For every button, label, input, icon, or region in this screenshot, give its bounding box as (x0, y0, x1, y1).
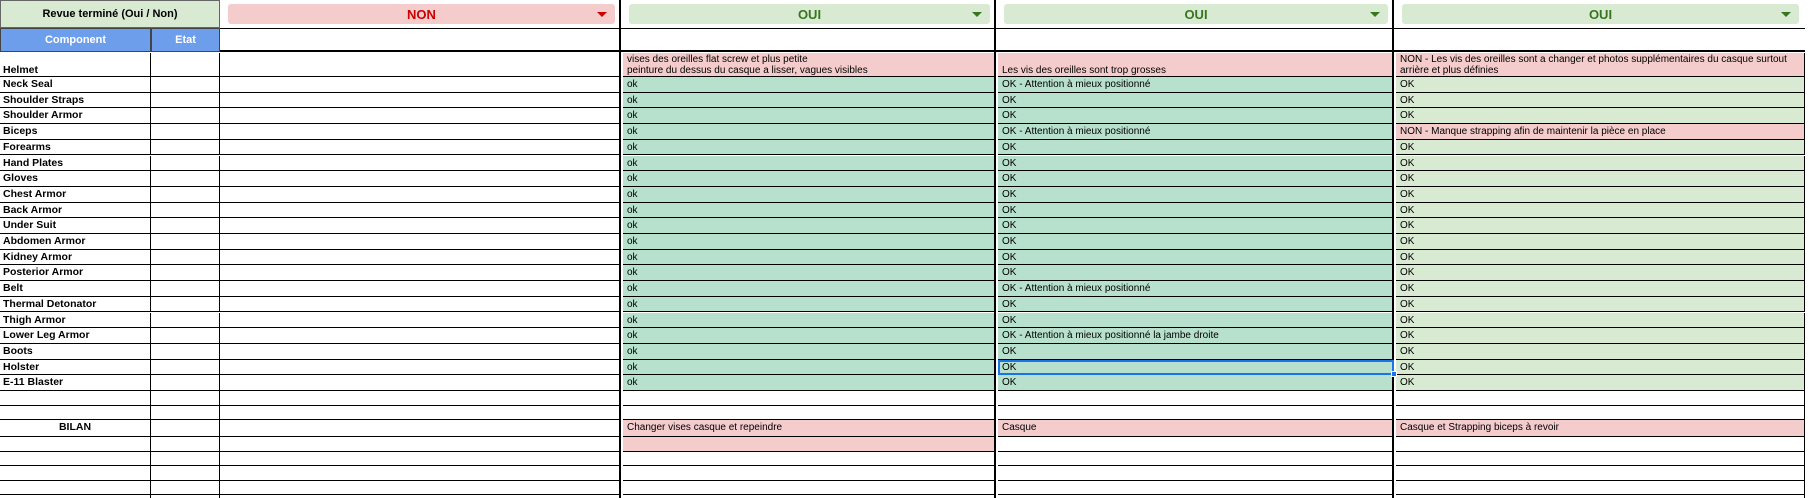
table-row (0, 313, 1811, 329)
table-row (0, 452, 1811, 467)
review-r3-cell[interactable]: OK (1396, 187, 1805, 203)
review-r1-cell[interactable] (623, 391, 996, 406)
component-name-cell[interactable]: Neck Seal (0, 77, 151, 93)
empty-review-cell[interactable] (220, 360, 621, 376)
component-name-cell[interactable]: Back Armor (0, 203, 151, 219)
review-r3-cell[interactable]: OK (1396, 328, 1805, 344)
component-name-cell[interactable]: Thermal Detonator (0, 297, 151, 313)
review-r2-cell[interactable]: OK (998, 344, 1394, 360)
review-r3-cell[interactable]: NON - Les vis des oreilles sont a changer et photos supplémentaires du casque surtout arrière et plus définies (1396, 53, 1805, 77)
component-name-cell[interactable]: Boots (0, 344, 151, 360)
review-r2-cell[interactable]: OK (998, 297, 1394, 313)
bilan-r3-cell[interactable]: Casque et Strapping biceps à revoir (1396, 420, 1805, 437)
review-r1-cell[interactable] (623, 406, 996, 421)
etat-cell[interactable] (151, 360, 220, 376)
etat-cell[interactable] (151, 328, 220, 344)
review-status-2: OUI (797, 6, 822, 22)
etat-cell[interactable] (151, 481, 220, 496)
component-name-cell[interactable]: E-11 Blaster (0, 375, 151, 391)
review-r1-cell[interactable]: ok (623, 93, 996, 109)
table-row (0, 297, 1811, 313)
component-name-cell[interactable]: Helmet (0, 53, 151, 77)
review-r2-cell[interactable]: OK (998, 171, 1394, 187)
review-r2-cell[interactable]: OK (998, 156, 1394, 172)
review-r2-cell[interactable]: OK (998, 218, 1394, 234)
review-r1-cell[interactable]: ok (623, 265, 996, 281)
etat-cell[interactable] (151, 452, 220, 467)
component-name-cell[interactable] (0, 406, 151, 421)
bilan-label[interactable]: BILAN (0, 420, 151, 437)
review-r2-cell[interactable]: OK - Attention à mieux positionné (998, 77, 1394, 93)
etat-cell[interactable] (151, 420, 220, 437)
review-r2-cell[interactable]: OK (998, 360, 1394, 376)
etat-cell[interactable] (151, 171, 220, 187)
table-row (0, 93, 1811, 109)
review-r3-cell[interactable]: OK (1396, 93, 1805, 109)
bilan-r1-cell[interactable]: Changer vises casque et repeindre (623, 420, 996, 437)
table-row (0, 218, 1811, 234)
empty-review-cell[interactable] (220, 437, 621, 452)
review-r3-cell[interactable]: NON - Manque strapping afin de maintenir la pièce en place (1396, 124, 1805, 140)
review-r3-cell[interactable] (1396, 406, 1805, 421)
column-separator (1392, 0, 1394, 498)
review-r1-cell[interactable]: ok (623, 218, 996, 234)
review-r2-cell[interactable] (998, 466, 1394, 481)
table-row (0, 344, 1811, 360)
review-r3-cell[interactable]: OK (1396, 203, 1805, 219)
dropdown-arrow-icon[interactable] (1370, 12, 1380, 17)
review-r1-cell[interactable] (623, 452, 996, 467)
review-r1-cell[interactable]: ok (623, 375, 996, 391)
review-dropdown-2[interactable] (629, 4, 990, 24)
review-r1-cell[interactable]: ok (623, 281, 996, 297)
header-blank-cell[interactable] (220, 28, 621, 52)
review-r2-cell[interactable] (998, 437, 1394, 452)
review-r2-cell[interactable]: OK - Attention à mieux positionné (998, 124, 1394, 140)
review-r1-cell[interactable]: ok (623, 328, 996, 344)
review-r1-cell[interactable]: ok (623, 108, 996, 124)
empty-review-cell[interactable] (220, 265, 621, 281)
etat-cell[interactable] (151, 187, 220, 203)
empty-review-cell[interactable] (220, 77, 621, 93)
review-r2-cell[interactable] (998, 406, 1394, 421)
etat-cell[interactable] (151, 203, 220, 219)
component-name-cell[interactable] (0, 452, 151, 467)
dropdown-arrow-icon[interactable] (597, 12, 607, 17)
review-r1-cell[interactable]: ok (623, 77, 996, 93)
review-dropdown-1[interactable] (228, 4, 615, 24)
empty-review-cell[interactable] (220, 481, 621, 496)
component-name-cell[interactable]: Biceps (0, 124, 151, 140)
review-status-4: OUI (1588, 6, 1613, 22)
etat-cell[interactable] (151, 77, 220, 93)
empty-review-cell[interactable] (220, 391, 621, 406)
table-row (0, 481, 1811, 496)
component-name-cell[interactable]: Posterior Armor (0, 265, 151, 281)
column-separator (619, 0, 621, 498)
review-r1-cell[interactable]: ok (623, 156, 996, 172)
review-r3-cell[interactable]: OK (1396, 171, 1805, 187)
review-r2-cell[interactable]: OK (998, 187, 1394, 203)
component-name-cell[interactable]: Shoulder Armor (0, 108, 151, 124)
table-row (0, 156, 1811, 172)
review-r3-cell[interactable]: OK (1396, 140, 1805, 156)
component-name-cell[interactable]: Belt (0, 281, 151, 297)
review-r1-cell[interactable]: ok (623, 203, 996, 219)
review-r1-cell[interactable]: ok (623, 124, 996, 140)
empty-review-cell[interactable] (220, 420, 621, 437)
review-r3-cell[interactable] (1396, 466, 1805, 481)
header-blank-cell[interactable] (621, 28, 996, 52)
empty-review-cell[interactable] (220, 53, 621, 77)
component-name-cell[interactable]: Gloves (0, 171, 151, 187)
component-name-cell[interactable]: Hand Plates (0, 156, 151, 172)
review-r1-cell[interactable] (623, 481, 996, 496)
table-row (0, 406, 1811, 421)
review-r3-cell[interactable]: OK (1396, 265, 1805, 281)
component-name-cell[interactable]: Thigh Armor (0, 313, 151, 329)
review-r1-cell[interactable]: ok (623, 344, 996, 360)
review-r3-cell[interactable]: OK (1396, 77, 1805, 93)
empty-review-cell[interactable] (220, 452, 621, 467)
review-r3-cell[interactable]: OK (1396, 344, 1805, 360)
review-r2-cell[interactable]: OK (998, 375, 1394, 391)
empty-review-cell[interactable] (220, 281, 621, 297)
empty-review-cell[interactable] (220, 140, 621, 156)
review-r2-cell[interactable]: OK (998, 108, 1394, 124)
review-r3-cell[interactable]: OK (1396, 108, 1805, 124)
review-r3-cell[interactable]: OK (1396, 375, 1805, 391)
etat-cell[interactable] (151, 466, 220, 481)
review-r2-cell[interactable] (998, 391, 1394, 406)
table-row (0, 108, 1811, 124)
etat-cell[interactable] (151, 108, 220, 124)
table-row (0, 437, 1811, 452)
bilan-r2-cell[interactable]: Casque (998, 420, 1394, 437)
empty-review-cell[interactable] (220, 328, 621, 344)
component-name-cell[interactable] (0, 466, 151, 481)
review-r2-cell[interactable] (998, 481, 1394, 496)
review-r1-cell[interactable]: ok (623, 250, 996, 266)
table-row (0, 265, 1811, 281)
review-r2-cell[interactable]: OK (998, 250, 1394, 266)
etat-cell[interactable] (151, 375, 220, 391)
dropdown-arrow-icon[interactable] (1781, 12, 1791, 17)
etat-cell[interactable] (151, 140, 220, 156)
etat-cell[interactable] (151, 391, 220, 406)
etat-cell[interactable] (151, 297, 220, 313)
etat-cell[interactable] (151, 156, 220, 172)
etat-cell[interactable] (151, 250, 220, 266)
etat-cell[interactable] (151, 234, 220, 250)
component-name-cell[interactable] (0, 481, 151, 496)
review-r1-cell[interactable]: ok (623, 313, 996, 329)
review-r1-cell[interactable]: ok (623, 234, 996, 250)
table-row (0, 140, 1811, 156)
empty-review-cell[interactable] (220, 93, 621, 109)
component-name-cell[interactable] (0, 391, 151, 406)
column-separator (994, 0, 996, 498)
review-r3-cell[interactable] (1396, 437, 1805, 452)
review-r1-cell[interactable]: ok (623, 297, 996, 313)
review-r2-cell[interactable]: OK (998, 93, 1394, 109)
empty-review-cell[interactable] (220, 187, 621, 203)
review-r3-cell[interactable]: OK (1396, 313, 1805, 329)
etat-cell[interactable] (151, 437, 220, 452)
table-row (0, 360, 1811, 376)
component-name-cell[interactable]: Chest Armor (0, 187, 151, 203)
dropdown-arrow-icon[interactable] (972, 12, 982, 17)
table-row (0, 77, 1811, 93)
header-component[interactable]: Component (0, 28, 151, 52)
empty-review-cell[interactable] (220, 203, 621, 219)
review-r3-cell[interactable]: OK (1396, 234, 1805, 250)
review-r1-cell[interactable]: ok (623, 140, 996, 156)
component-name-cell[interactable] (0, 437, 151, 452)
empty-review-cell[interactable] (220, 124, 621, 140)
review-r2-cell[interactable]: Les vis des oreilles sont trop grosses (998, 53, 1394, 77)
bilan-r1-cell[interactable] (623, 437, 996, 452)
review-status-3: OUI (1184, 6, 1208, 22)
empty-review-cell[interactable] (220, 171, 621, 187)
review-r2-cell[interactable] (998, 452, 1394, 467)
component-name-cell[interactable]: Forearms (0, 140, 151, 156)
table-row (0, 203, 1811, 219)
table-row (0, 171, 1811, 187)
empty-review-cell[interactable] (220, 406, 621, 421)
table-row (0, 281, 1811, 297)
review-r3-cell[interactable]: OK (1396, 250, 1805, 266)
review-dropdown-3[interactable] (1004, 4, 1388, 24)
revue-termine-label[interactable]: Revue terminé (Oui / Non) (0, 0, 220, 28)
header-etat[interactable]: Etat (151, 28, 220, 52)
review-r2-cell[interactable]: OK - Attention à mieux positionné la jambe droite (998, 328, 1394, 344)
review-r3-cell[interactable] (1396, 391, 1805, 406)
table-row (0, 328, 1811, 344)
empty-review-cell[interactable] (220, 234, 621, 250)
etat-cell[interactable] (151, 281, 220, 297)
review-r3-cell[interactable]: OK (1396, 156, 1805, 172)
review-r2-cell[interactable]: OK (998, 140, 1394, 156)
component-name-cell[interactable]: Holster (0, 360, 151, 376)
review-r3-cell[interactable] (1396, 452, 1805, 467)
etat-cell[interactable] (151, 218, 220, 234)
review-dropdown-4[interactable] (1402, 4, 1799, 24)
table-row (0, 234, 1811, 250)
header-blank-cell[interactable] (1394, 28, 1805, 52)
etat-cell[interactable] (151, 344, 220, 360)
component-name-cell[interactable]: Shoulder Straps (0, 93, 151, 109)
empty-review-cell[interactable] (220, 218, 621, 234)
review-r3-cell[interactable]: OK (1396, 218, 1805, 234)
review-r2-cell[interactable]: OK - Attention à mieux positionné (998, 281, 1394, 297)
empty-review-cell[interactable] (220, 156, 621, 172)
etat-cell[interactable] (151, 406, 220, 421)
review-r1-cell[interactable]: ok (623, 360, 996, 376)
review-r2-cell[interactable]: OK (998, 203, 1394, 219)
empty-review-cell[interactable] (220, 375, 621, 391)
table-row (0, 375, 1811, 391)
component-name-cell[interactable]: Lower Leg Armor (0, 328, 151, 344)
review-r2-cell[interactable]: OK (998, 265, 1394, 281)
empty-review-cell[interactable] (220, 297, 621, 313)
table-row (0, 466, 1811, 481)
review-r2-cell[interactable]: OK (998, 234, 1394, 250)
review-r3-cell[interactable]: OK (1396, 297, 1805, 313)
review-r3-cell[interactable] (1396, 481, 1805, 496)
review-r1-cell[interactable]: vises des oreilles flat screw et plus petite peinture du dessus du casque a lisser, vagues visibles (623, 53, 996, 77)
empty-review-cell[interactable] (220, 108, 621, 124)
review-r3-cell[interactable]: OK (1396, 360, 1805, 376)
etat-cell[interactable] (151, 93, 220, 109)
table-row (0, 53, 1811, 77)
review-status-1: NON (407, 6, 436, 22)
component-name-cell[interactable]: Under Suit (0, 218, 151, 234)
table-row (0, 187, 1811, 203)
empty-review-cell[interactable] (220, 466, 621, 481)
etat-cell[interactable] (151, 265, 220, 281)
etat-cell[interactable] (151, 313, 220, 329)
component-name-cell[interactable]: Kidney Armor (0, 250, 151, 266)
empty-review-cell[interactable] (220, 313, 621, 329)
table-row (0, 391, 1811, 406)
review-r2-cell[interactable]: OK (998, 313, 1394, 329)
review-r1-cell[interactable] (623, 466, 996, 481)
table-row (0, 124, 1811, 140)
review-r3-cell[interactable]: OK (1396, 281, 1805, 297)
table-row (0, 250, 1811, 266)
selection-fill-handle[interactable] (1391, 371, 1397, 377)
bilan-row (0, 420, 1811, 437)
component-name-cell[interactable]: Abdomen Armor (0, 234, 151, 250)
etat-cell[interactable] (151, 53, 220, 77)
header-blank-cell[interactable] (996, 28, 1394, 52)
etat-cell[interactable] (151, 124, 220, 140)
empty-review-cell[interactable] (220, 344, 621, 360)
empty-review-cell[interactable] (220, 250, 621, 266)
review-r1-cell[interactable]: ok (623, 171, 996, 187)
review-r1-cell[interactable]: ok (623, 187, 996, 203)
